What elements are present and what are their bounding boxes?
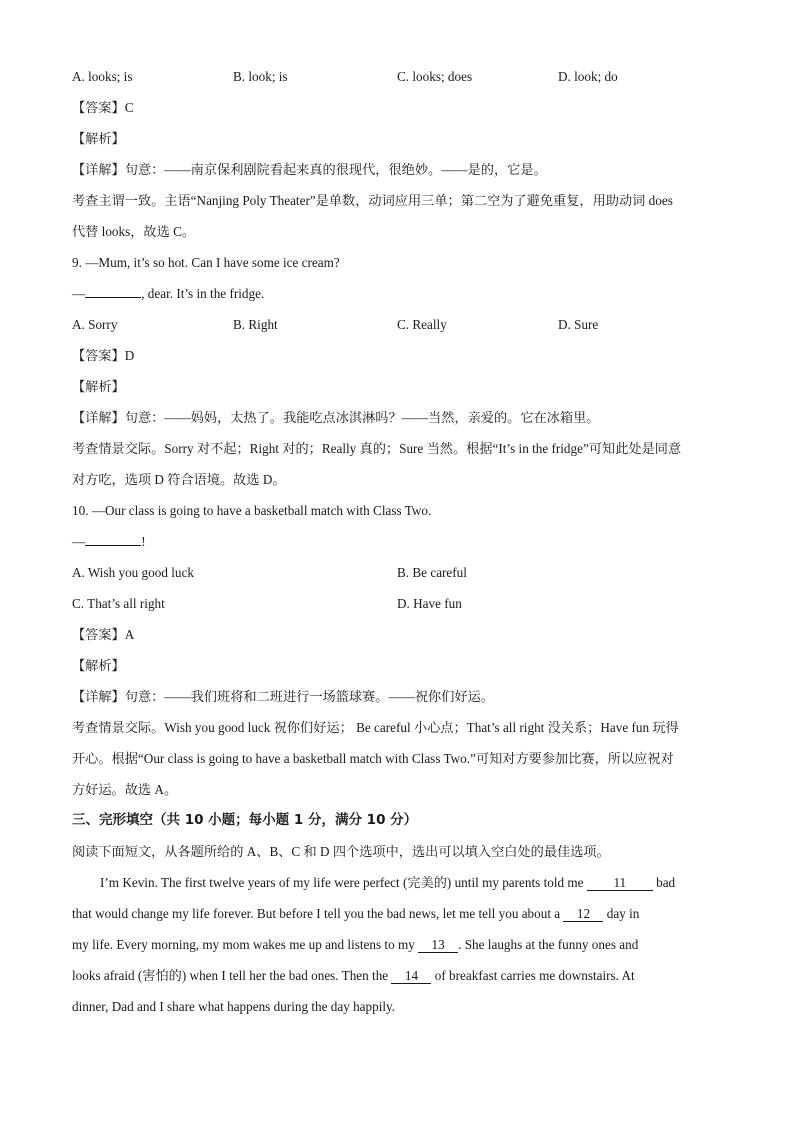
q10-response-suffix: ! [141, 534, 146, 549]
q9-option-a: A. Sorry [72, 317, 118, 332]
q10-options-row2 [72, 588, 722, 619]
q10-response [72, 526, 722, 557]
q9-options [72, 309, 722, 340]
q8-option-b: B. look; is [233, 69, 288, 84]
passage-line1 [72, 867, 722, 898]
q8-option-d: D. look; do [558, 69, 618, 84]
q8-detail: 【详解】句意：——南京保利剧院看起来真的很现代，很绝妙。——是的，它是。 [72, 162, 547, 177]
passage-text: I’m Kevin. The first twelve years of my life were perfect (完美的) until my parents told me [100, 875, 587, 890]
document-page [72, 61, 722, 1022]
passage-line5: dinner, Dad and I share what happens during the day happily. [72, 999, 396, 1014]
blank-13: 13 [418, 937, 458, 953]
q9-stem: 9. —Mum, it’s so hot. Can I have some ice cream? [72, 255, 340, 270]
q10-option-c: C. That’s all right [72, 596, 165, 611]
q10-analysis-label: 【解析】 [72, 658, 125, 673]
q10-options-row1 [72, 557, 722, 588]
blank-12: 12 [563, 906, 603, 922]
blank-11: 11 [587, 875, 653, 891]
q10-option-a: A. Wish you good luck [72, 565, 194, 580]
q10-detail: 【详解】句意：——我们班将和二班进行一场篮球赛。——祝你们好运。 [72, 689, 494, 704]
q8-option-c: C. looks; does [397, 69, 473, 84]
q10-blank [85, 530, 141, 546]
passage-text: looks afraid (害怕的) when I tell her the bad ones. Then the [72, 968, 392, 983]
passage-line2 [72, 898, 722, 929]
q8-explanation-line2: 代替 looks，故选 C。 [72, 224, 196, 239]
q8-options [72, 61, 722, 92]
passage-text: that would change my life forever. But before I tell you the bad news, let me tell you about a [72, 906, 564, 921]
q10-stem: 10. —Our class is going to have a basketball match with Class Two. [72, 503, 432, 518]
q10-option-b: B. Be careful [397, 565, 467, 580]
q9-response [72, 278, 722, 309]
q9-answer: 【答案】D [72, 348, 135, 363]
passage-text: my life. Every morning, my mom wakes me up and listens to my [72, 937, 419, 952]
q10-explanation-line3: 方好运。故选 A。 [72, 782, 178, 797]
q9-explanation-line2: 对方吃，选项 D 符合语境。故选 D。 [72, 472, 286, 487]
q8-option-a: A. looks; is [72, 69, 133, 84]
q10-response-prefix: — [72, 534, 86, 549]
q10-explanation-line2: 开心。根据“Our class is going to have a basketball match with Class Two.”可知对方要参加比赛，所以应祝对 [72, 751, 674, 766]
q9-response-suffix: , dear. It’s in the fridge. [141, 286, 265, 301]
q9-blank [85, 282, 141, 298]
q10-option-d: D. Have fun [397, 596, 462, 611]
passage-text: bad [652, 875, 676, 890]
q9-analysis-label: 【解析】 [72, 379, 125, 394]
q9-option-d: D. Sure [558, 317, 599, 332]
passage-text: day in [603, 906, 640, 921]
q9-option-c: C. Really [397, 317, 447, 332]
passage-line3 [72, 929, 722, 960]
q8-analysis-label: 【解析】 [72, 131, 125, 146]
passage-text: of breakfast carries me downstairs. At [431, 968, 635, 983]
passage-line4 [72, 960, 722, 991]
section-title: 三、完形填空（共 10 小题；每小题 1 分，满分 10 分） [72, 812, 418, 828]
q9-detail: 【详解】句意：——妈妈，太热了。我能吃点冰淇淋吗？——当然，亲爱的。它在冰箱里。 [72, 410, 600, 425]
q9-option-b: B. Right [233, 317, 278, 332]
passage-text: . She laughs at the funny ones and [458, 937, 639, 952]
q8-answer: 【答案】C [72, 100, 134, 115]
q9-response-prefix: — [72, 286, 86, 301]
q10-explanation-line1: 考查情景交际。Wish you good luck 祝你们好运； Be careful 小心点；That’s all right 没关系；Have fun 玩得 [72, 720, 679, 735]
q8-explanation-line1: 考查主谓一致。主语“Nanjing Poly Theater”是单数，动词应用三单；第二空为了避免重复，用助动词 does [72, 193, 673, 208]
blank-14: 14 [391, 968, 431, 984]
q9-explanation-line1: 考查情景交际。Sorry 对不起；Right 对的；Really 真的；Sure 当然。根据“It’s in the fridge”可知此处是同意 [72, 441, 682, 456]
q10-answer: 【答案】A [72, 627, 135, 642]
section-instruction: 阅读下面短文，从各题所给的 A、B、C 和 D 四个选项中，选出可以填入空白处的最佳选项。 [72, 844, 610, 859]
